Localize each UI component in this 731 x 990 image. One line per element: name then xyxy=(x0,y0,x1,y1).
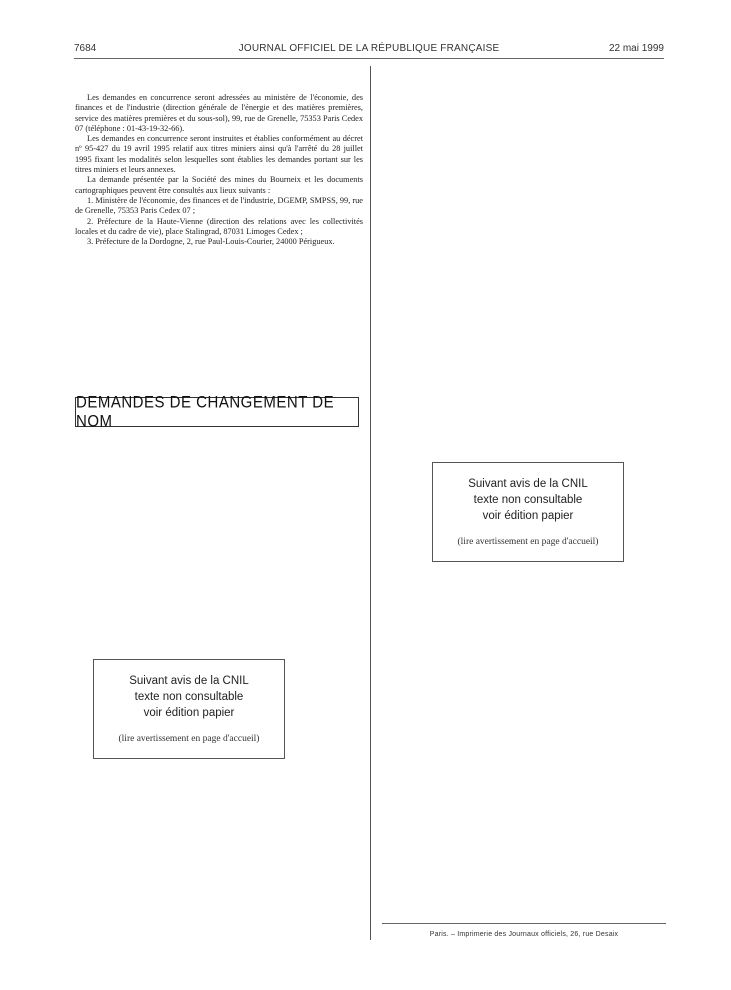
cnil-notice-box xyxy=(432,462,624,562)
paragraph: Les demandes en concurrence seront adressées au ministère de l'économie, des finances et de l'industrie (direction générale de l'énergie et des matières premières, service des matières premières et du sous-sol), 99, rue de Grenelle, 75353 Paris Cedex 07 (téléphone : 01-43-19-32-66). xyxy=(75,93,363,133)
page-header xyxy=(74,41,664,57)
cnil-note: (lire avertissement en page d'accueil) xyxy=(118,734,260,744)
journal-title: JOURNAL OFFICIEL DE LA RÉPUBLIQUE FRANÇAISE xyxy=(238,43,500,54)
printer-footer: Paris. – Imprimerie des Journaux officiels, 26, rue Desaix xyxy=(429,931,619,938)
header-rule xyxy=(74,58,664,59)
section-heading: DEMANDES DE CHANGEMENT DE NOM xyxy=(76,392,335,432)
publication-date: 22 mai 1999 xyxy=(608,43,664,54)
cnil-note: (lire avertissement en page d'accueil) xyxy=(457,537,599,547)
column-divider xyxy=(370,66,371,940)
cnil-line-1: Suivant avis de la CNIL xyxy=(129,675,249,687)
paragraph: 3. Préfecture de la Dordogne, 2, rue Paul-Louis-Courier, 24000 Périgueux. xyxy=(87,237,335,247)
cnil-notice-box xyxy=(93,659,285,759)
page-number: 7684 xyxy=(74,43,97,54)
cnil-line-3: voir édition papier xyxy=(143,707,235,719)
left-column-text xyxy=(75,93,363,247)
paragraph: La demande présentée par la Société des mines du Bourneix et les documents cartographiques peuvent être consultés aux lieux suivants : xyxy=(75,175,363,195)
cnil-line-2: texte non consultable xyxy=(134,691,244,703)
paragraph: Les demandes en concurrence seront instruites et établies conformément au décret nº 95-427 du 19 avril 1995 relatif aux titres miniers ainsi qu'à l'arrêté du 28 juillet 1995 fixant les modalités selon lesquelles sont établies les demandes portant sur les titres miniers et leurs annexes. xyxy=(75,134,363,175)
paragraph: 1. Ministère de l'économie, des finances et de l'industrie, DGEMP, SMPSS, 99, rue de Grenelle, 75353 Paris Cedex 07 ; xyxy=(75,195,363,216)
cnil-line-2: texte non consultable xyxy=(473,494,583,506)
paragraph: 2. Préfecture de la Haute-Vienne (direction des relations avec les collectivités locales et du cadre de vie), place Stalingrad, 87031 Limoges Cedex ; xyxy=(75,216,363,236)
cnil-line-3: voir édition papier xyxy=(482,510,574,522)
cnil-line-1: Suivant avis de la CNIL xyxy=(468,478,588,490)
footer-rule xyxy=(382,923,666,924)
section-heading-box xyxy=(75,392,359,432)
